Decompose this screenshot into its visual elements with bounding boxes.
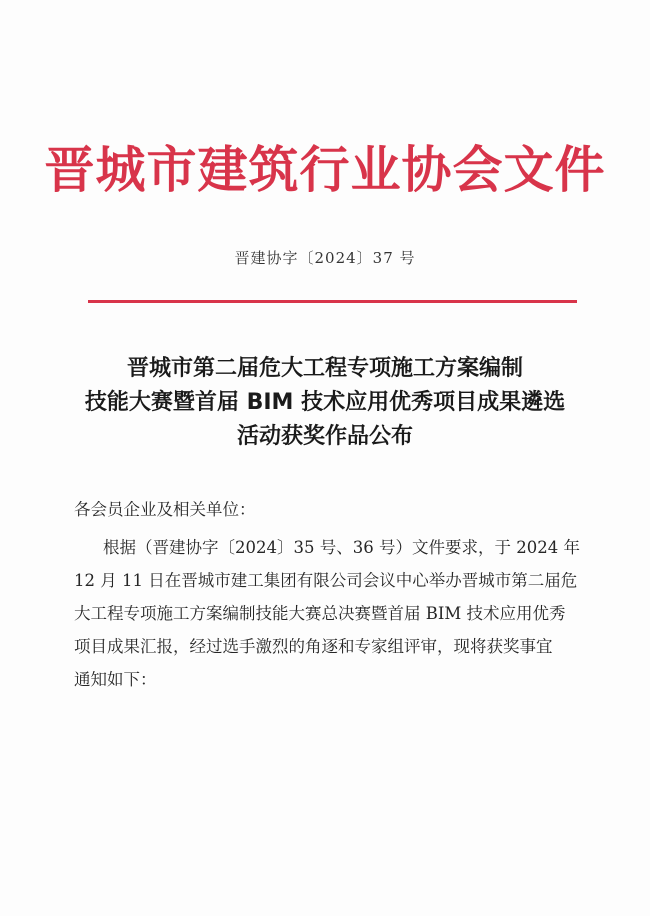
title-line-2: 技能大赛暨首届 BIM 技术应用优秀项目成果遴选 xyxy=(84,390,566,415)
body-line-5: 通知如下： xyxy=(74,670,157,689)
document-title xyxy=(40,352,610,454)
title-line-1: 晋城市第二届危大工程专项施工方案编制 xyxy=(126,356,523,381)
document-number: 晋建协字〔2024〕37 号 xyxy=(234,249,416,267)
issuer-header: 晋城市建筑行业协会文件 xyxy=(44,140,606,199)
salutation: 各会员企业及相关单位： xyxy=(74,500,256,519)
body-line-2: 12 月 11 日在晋城市建工集团有限公司会议中心举办晋城市第二届危 xyxy=(74,571,578,590)
body-line-3: 大工程专项施工方案编制技能大赛总决赛暨首届 BIM 技术应用优秀 xyxy=(74,604,566,623)
header-divider xyxy=(88,300,577,303)
title-line-3: 活动获奖作品公布 xyxy=(236,424,413,449)
body-line-4: 项目成果汇报，经过选手激烈的角逐和专家组评审，现将获奖事宜 xyxy=(74,637,553,656)
body-line-1: 根据（晋建协字〔2024〕35 号、36 号）文件要求，于 2024 年 xyxy=(103,538,580,557)
